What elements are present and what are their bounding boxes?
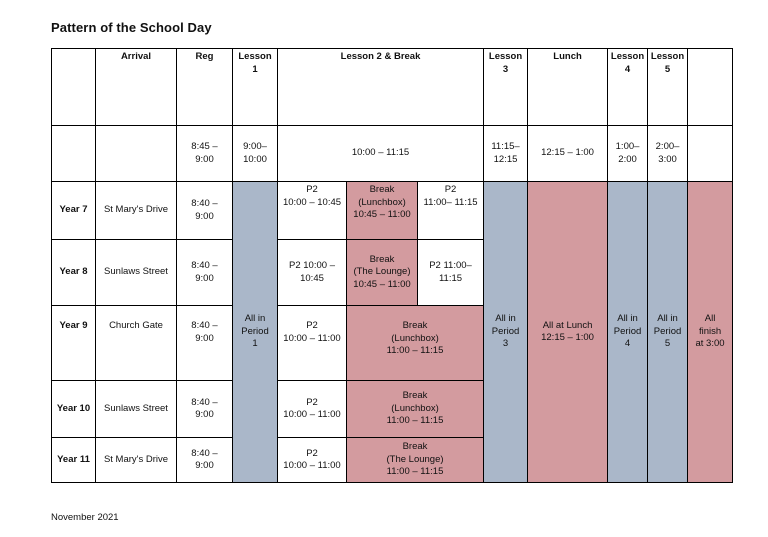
header-lunch: Lunch — [528, 49, 608, 126]
p2-slot: P2 10:00 – 11:00 — [278, 381, 347, 438]
header-reg: Reg — [177, 49, 233, 126]
times-blank-cell — [52, 126, 96, 182]
break-slot: Break (Lunchbox) 11:00 – 11:15 — [347, 381, 484, 438]
all-finish: All finish at 3:00 — [688, 182, 733, 483]
break-slot: Break (The Lounge) 10:45 – 11:00 — [347, 240, 418, 306]
break-slot: Break (Lunchbox) 11:00 – 11:15 — [347, 306, 484, 381]
all-in-period-1: All in Period 1 — [233, 182, 278, 483]
times-arrival-cell — [96, 126, 177, 182]
year-row-7 — [52, 182, 733, 240]
reg-time: 8:40 – 9:00 — [177, 182, 233, 240]
all-in-period-3: All in Period 3 — [484, 182, 528, 483]
header-lesson-1: Lesson 1 — [233, 49, 278, 126]
arrival-gate: St Mary's Drive — [96, 438, 177, 483]
year-label: Year 11 — [52, 438, 96, 483]
page-title: Pattern of the School Day — [51, 20, 212, 35]
arrival-gate: Sunlaws Street — [96, 381, 177, 438]
reg-time: 8:40 – 9:00 — [177, 438, 233, 483]
times-lesson-4: 1:00– 2:00 — [608, 126, 648, 182]
header-lesson-2-break: Lesson 2 & Break — [278, 49, 484, 126]
break-slot: Break (Lunchbox) 10:45 – 11:00 — [347, 182, 418, 240]
arrival-gate: Sunlaws Street — [96, 240, 177, 306]
times-lesson-1: 9:00– 10:00 — [233, 126, 278, 182]
p2-slot: P2 10:00 – 11:00 — [278, 306, 347, 381]
header-end-cell — [688, 49, 733, 126]
times-row — [52, 126, 733, 182]
footer-date: November 2021 — [51, 512, 119, 523]
all-in-period-5: All in Period 5 — [648, 182, 688, 483]
arrival-gate: Church Gate — [96, 306, 177, 381]
header-arrival: Arrival — [96, 49, 177, 126]
p2-second-slot: P2 11:00– 11:15 — [418, 240, 484, 306]
times-lesson-5: 2:00– 3:00 — [648, 126, 688, 182]
break-slot: Break (The Lounge) 11:00 – 11:15 — [347, 438, 484, 483]
p2-slot: P2 10:00 – 11:00 — [278, 438, 347, 483]
p2-second-slot: P2 11:00– 11:15 — [418, 182, 484, 240]
all-in-period-4: All in Period 4 — [608, 182, 648, 483]
reg-time: 8:40 – 9:00 — [177, 306, 233, 381]
year-label: Year 9 — [52, 306, 96, 381]
times-reg: 8:45 – 9:00 — [177, 126, 233, 182]
times-end-cell — [688, 126, 733, 182]
header-lesson-5: Lesson 5 — [648, 49, 688, 126]
header-lesson-3: Lesson 3 — [484, 49, 528, 126]
header-lesson-4: Lesson 4 — [608, 49, 648, 126]
times-lesson-2-break: 10:00 – 11:15 — [278, 126, 484, 182]
reg-time: 8:40 – 9:00 — [177, 381, 233, 438]
p2-first-slot: P2 10:00 – 10:45 — [278, 240, 347, 306]
year-label: Year 10 — [52, 381, 96, 438]
header-row — [52, 49, 733, 126]
reg-time: 8:40 – 9:00 — [177, 240, 233, 306]
times-lunch: 12:15 – 1:00 — [528, 126, 608, 182]
year-label: Year 7 — [52, 182, 96, 240]
header-blank-cell — [52, 49, 96, 126]
p2-first-slot: P2 10:00 – 10:45 — [278, 182, 347, 240]
year-label: Year 8 — [52, 240, 96, 306]
arrival-gate: St Mary's Drive — [96, 182, 177, 240]
times-lesson-3: 11:15– 12:15 — [484, 126, 528, 182]
school-day-table — [51, 48, 733, 483]
all-at-lunch: All at Lunch 12:15 – 1:00 — [528, 182, 608, 483]
